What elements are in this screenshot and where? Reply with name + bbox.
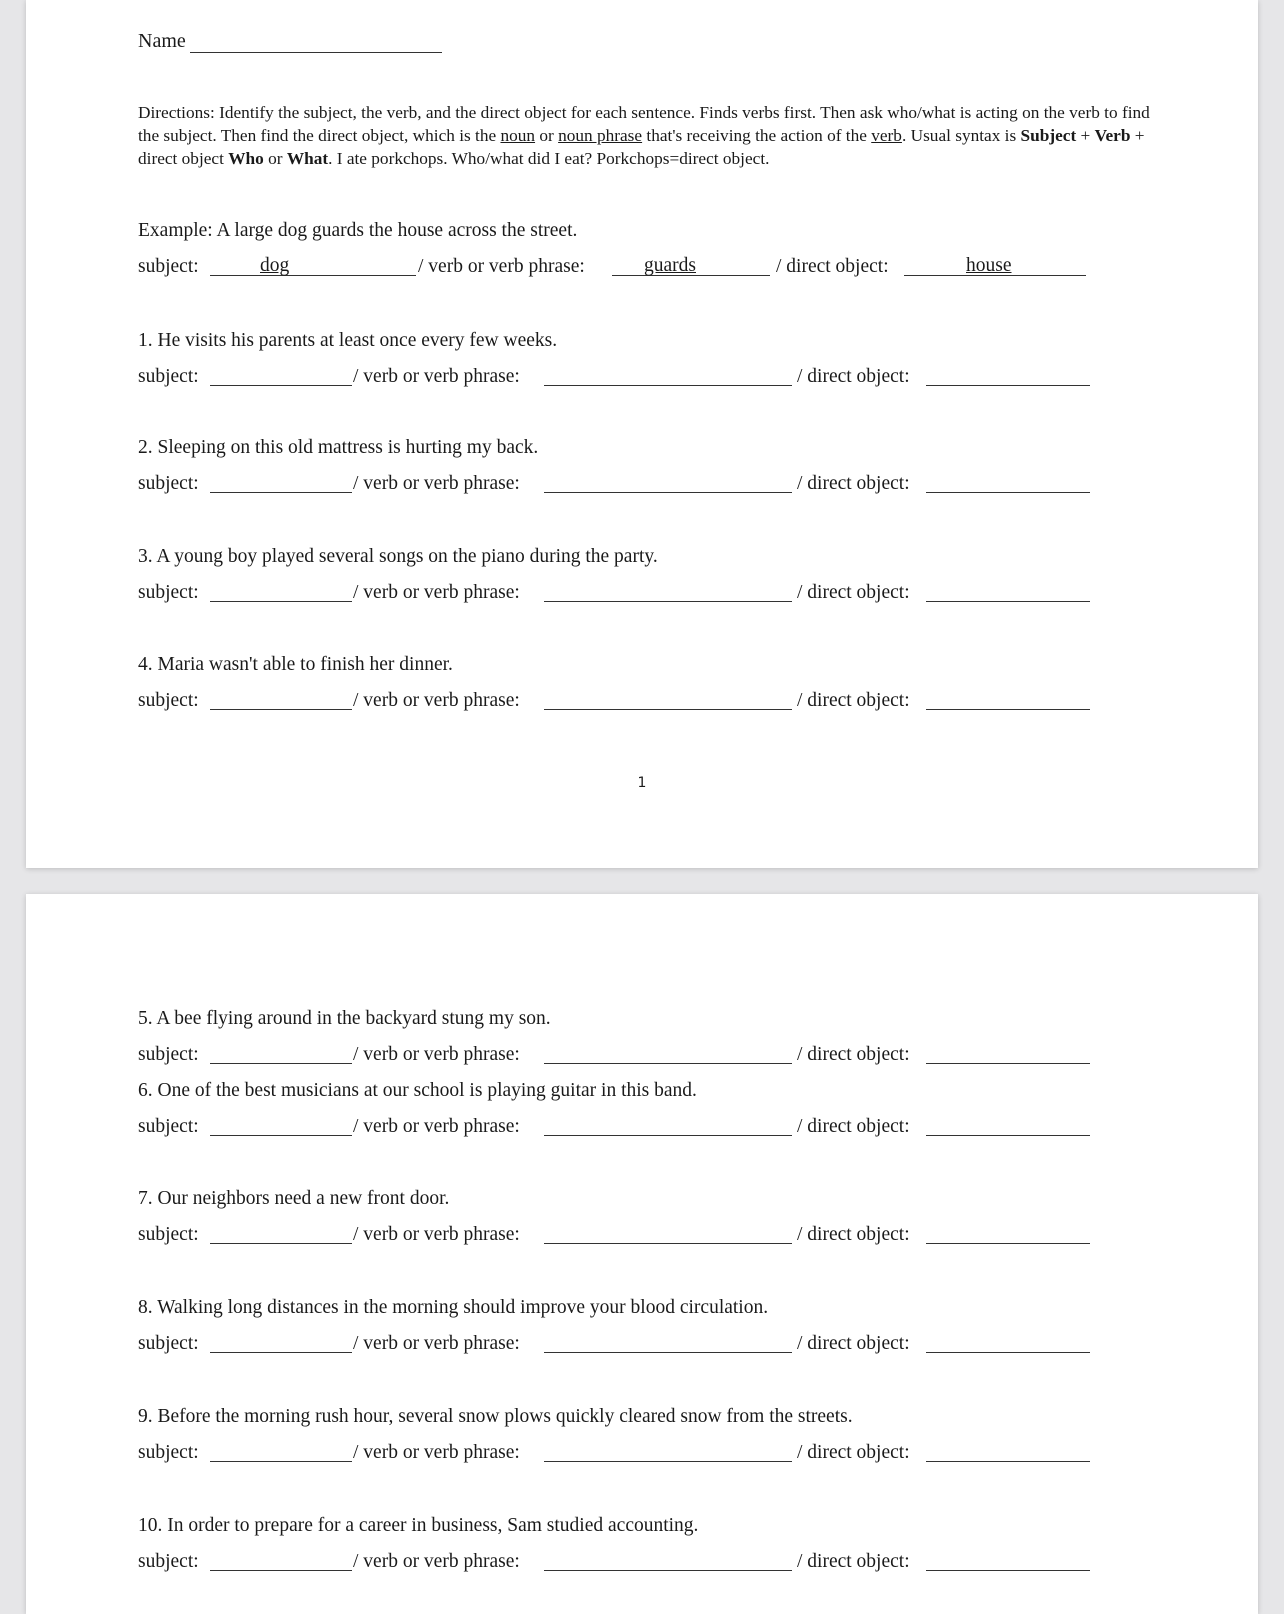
subject-blank-7[interactable] <box>210 1243 352 1244</box>
subject-blank-6[interactable] <box>210 1135 352 1136</box>
answer-row-1 <box>138 366 1138 392</box>
subject-blank-4[interactable] <box>210 709 352 710</box>
subject-label: subject: <box>138 1333 199 1354</box>
subject-label: subject: <box>138 690 199 711</box>
sentence-6: 6. One of the best musicians at our school is playing guitar in this band. <box>138 1080 697 1101</box>
object-blank-8[interactable] <box>926 1352 1090 1353</box>
subject-label: subject: <box>138 473 199 494</box>
directions-plus: + <box>1076 126 1095 145</box>
directions-or-2: or <box>263 149 287 168</box>
sentence-10: 10. In order to prepare for a career in business, Sam studied accounting. <box>138 1515 699 1536</box>
answer-row-6 <box>138 1116 1138 1142</box>
direct-object-label: / direct object: <box>797 473 910 494</box>
object-blank-3[interactable] <box>926 601 1090 602</box>
example-subject-answer: dog <box>260 255 290 276</box>
object-blank-6[interactable] <box>926 1135 1090 1136</box>
subject-blank-1[interactable] <box>210 385 352 386</box>
verb-label: / verb or verb phrase: <box>353 1224 520 1245</box>
verb-blank-4[interactable] <box>544 709 792 710</box>
sentence-8: 8. Walking long distances in the morning should improve your blood circulation. <box>138 1297 769 1318</box>
answer-row-5 <box>138 1044 1138 1070</box>
object-blank-5[interactable] <box>926 1063 1090 1064</box>
answer-row-3 <box>138 582 1138 608</box>
verb-blank-8[interactable] <box>544 1352 792 1353</box>
subject-blank-2[interactable] <box>210 492 352 493</box>
direct-object-label: / direct object: <box>797 582 910 603</box>
verb-blank-2[interactable] <box>544 492 792 493</box>
direct-object-label: / direct object: <box>797 1442 910 1463</box>
directions-subject-bold: Subject <box>1020 126 1077 145</box>
verb-label: / verb or verb phrase: <box>353 582 520 603</box>
example-verb-answer: guards <box>644 255 696 276</box>
object-blank-4[interactable] <box>926 709 1090 710</box>
verb-label: / verb or verb phrase: <box>353 1442 520 1463</box>
answer-row-4 <box>138 690 1138 716</box>
subject-blank-8[interactable] <box>210 1352 352 1353</box>
sentence-1: 1. He visits his parents at least once every few weeks. <box>138 330 558 351</box>
name-blank[interactable] <box>190 32 442 53</box>
direct-object-label: / direct object: <box>797 1551 910 1572</box>
directions <box>138 101 1172 170</box>
verb-blank-3[interactable] <box>544 601 792 602</box>
answer-row-8 <box>138 1333 1138 1359</box>
answer-row-2 <box>138 473 1138 499</box>
direct-object-label: / direct object: <box>797 690 910 711</box>
subject-label: subject: <box>138 1116 199 1137</box>
sentence-2: 2. Sleeping on this old mattress is hurting my back. <box>138 437 539 458</box>
verb-blank-10[interactable] <box>544 1570 792 1571</box>
verb-label: / verb or verb phrase: <box>353 690 520 711</box>
object-blank-1[interactable] <box>926 385 1090 386</box>
direct-object-label: / direct object: <box>797 366 910 387</box>
direct-object-label: / direct object: <box>797 1333 910 1354</box>
sentence-7: 7. Our neighbors need a new front door. <box>138 1188 450 1209</box>
direct-object-label: / direct object: <box>776 256 889 277</box>
verb-label: / verb or verb phrase: <box>353 366 520 387</box>
object-blank-7[interactable] <box>926 1243 1090 1244</box>
directions-text-4: + direct object <box>138 126 1145 168</box>
worksheet-page-1 <box>26 0 1258 868</box>
page-number: 1 <box>637 775 647 791</box>
sentence-4: 4. Maria wasn't able to finish her dinner. <box>138 654 453 675</box>
verb-label: / verb or verb phrase: <box>353 473 520 494</box>
direct-object-label: / direct object: <box>797 1224 910 1245</box>
example-subject-blank <box>210 275 416 276</box>
directions-verb: verb <box>871 126 902 145</box>
subject-label: subject: <box>138 366 199 387</box>
subject-blank-9[interactable] <box>210 1461 352 1462</box>
worksheet-page-2 <box>26 894 1258 1614</box>
name-row <box>138 30 442 53</box>
verb-blank-1[interactable] <box>544 385 792 386</box>
verb-label: / verb or verb phrase: <box>353 1116 520 1137</box>
sentence-9: 9. Before the morning rush hour, several snow plows quickly cleared snow from the streets. <box>138 1406 853 1427</box>
answer-row-9 <box>138 1442 1138 1468</box>
subject-blank-5[interactable] <box>210 1063 352 1064</box>
directions-noun-phrase: noun phrase <box>558 126 643 145</box>
answer-row-7 <box>138 1224 1138 1250</box>
verb-blank-7[interactable] <box>544 1243 792 1244</box>
directions-noun: noun <box>500 126 536 145</box>
subject-blank-3[interactable] <box>210 601 352 602</box>
verb-label: / verb or verb phrase: <box>353 1551 520 1572</box>
answer-row-10 <box>138 1551 1138 1577</box>
subject-label: subject: <box>138 1551 199 1572</box>
subject-label: subject: <box>138 1044 199 1065</box>
subject-label: subject: <box>138 1224 199 1245</box>
direct-object-label: / direct object: <box>797 1044 910 1065</box>
subject-label: subject: <box>138 1442 199 1463</box>
subject-label: subject: <box>138 256 199 277</box>
directions-text-3: . Usual syntax is <box>901 126 1021 145</box>
directions-text-5: . I ate porkchops. Who/what did I eat? Porkchops=direct object. <box>328 149 770 168</box>
sentence-5: 5. A bee flying around in the backyard stung my son. <box>138 1008 551 1029</box>
directions-text-2: that's receiving the action of the <box>642 126 872 145</box>
verb-blank-5[interactable] <box>544 1063 792 1064</box>
example-answer-row <box>138 256 1138 282</box>
directions-or-1: or <box>535 126 559 145</box>
direct-object-label: / direct object: <box>797 1116 910 1137</box>
verb-blank-6[interactable] <box>544 1135 792 1136</box>
object-blank-10[interactable] <box>926 1570 1090 1571</box>
subject-blank-10[interactable] <box>210 1570 352 1571</box>
verb-label: / verb or verb phrase: <box>418 256 585 277</box>
verb-blank-9[interactable] <box>544 1461 792 1462</box>
subject-label: subject: <box>138 582 199 603</box>
example-sentence: Example: A large dog guards the house across the street. <box>138 220 578 241</box>
sentence-3: 3. A young boy played several songs on the piano during the party. <box>138 546 658 567</box>
directions-what-bold: What <box>286 149 329 168</box>
verb-label: / verb or verb phrase: <box>353 1333 520 1354</box>
directions-text-1: Directions: Identify the subject, the verb, and the direct object for each sentence. Finds verbs first. Then ask who/what is acting on the verb to find the subject. Then find the direct object, which is the <box>138 103 1150 145</box>
directions-verb-bold: Verb <box>1094 126 1131 145</box>
object-blank-9[interactable] <box>926 1461 1090 1462</box>
example-object-answer: house <box>966 255 1012 276</box>
directions-who-bold: Who <box>228 149 264 168</box>
verb-label: / verb or verb phrase: <box>353 1044 520 1065</box>
name-label: Name <box>138 30 186 52</box>
object-blank-2[interactable] <box>926 492 1090 493</box>
